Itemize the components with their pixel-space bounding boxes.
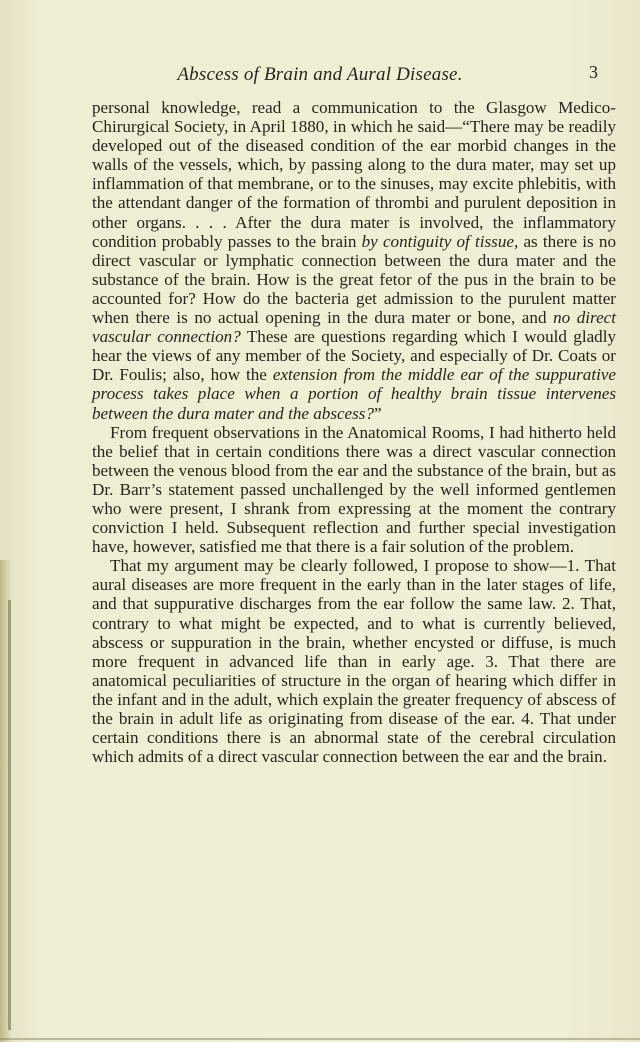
running-header [0,64,640,90]
binding-edge [8,600,11,1030]
page-bottom-edge [0,1038,640,1040]
body-text [92,98,616,766]
paragraph-quote-continuation: personal knowledge, read a communication to the Glasgow Medico-Chirurgical Society, in April 1880, in which he said—“There may be readily developed out of the diseased condition of the ear morbid changes in the walls of the vessels, which, by passing along to the dura mater, may set up inflammation of that membrane, or to the sinuses, may excite phlebitis, with the attendant danger of the formation of thrombi and purulent deposition in other organs. . . . After the dura mater is involved, the inflammatory condition probably passes to the brain by contiguity of tissue, as there is no direct vascular or lymphatic connection between the dura mater and the substance of the brain. How is the great fetor of the pus in the brain to be accounted for? How do the bacteria get admission to the purulent matter when there is no actual opening in the dura mater or bone, and no direct vascular connection? These are questions regarding which I would gladly hear the views of any member of the Society, and especially of Dr. Coats or Dr. Foulis; also, how the extension from the middle ear of the suppurative process takes place when a portion of healthy brain tissue intervenes between the dura mater and the abscess?” [92,98,617,423]
running-title: Abscess of Brain and Aural Disease. [177,64,463,85]
paragraph-observations: From frequent observations in the Anatomical Rooms, I had hitherto held the belief that in certain conditions there was a direct vascular connection between the venous blood from the ear and the substance of the brain, but as Dr. Barr’s statement passed unchallenged by the well informed gentlemen who were present, I shrank from expressing at the moment the contrary conviction I held. Subsequent reflection and further special investigation have, however, satisfied me that there is a fair solution of the problem. [92,422,616,557]
page-number: 3 [589,62,598,82]
paragraph-argument: That my argument may be clearly followed, I propose to show—1. That aural diseases are more frequent in the early than in the later stages of life, and that suppurative discharges from the ear follow the same law. 2. That, contrary to what might be expected, and to what is currently believed, abscess or suppuration in the brain, whether encysted or diffuse, is much more frequent in advanced life than in early age. 3. That there are anatomical peculiarities of structure in the organ of hearing which differ in the infant and in the adult, which explain the greater frequency of abscess of the brain in adult life as originating from disease of the ear. 4. That under certain conditions there is an abnormal state of the cerebral circulation which admits of a direct vascular connection between the ear and the brain. [92,556,616,767]
